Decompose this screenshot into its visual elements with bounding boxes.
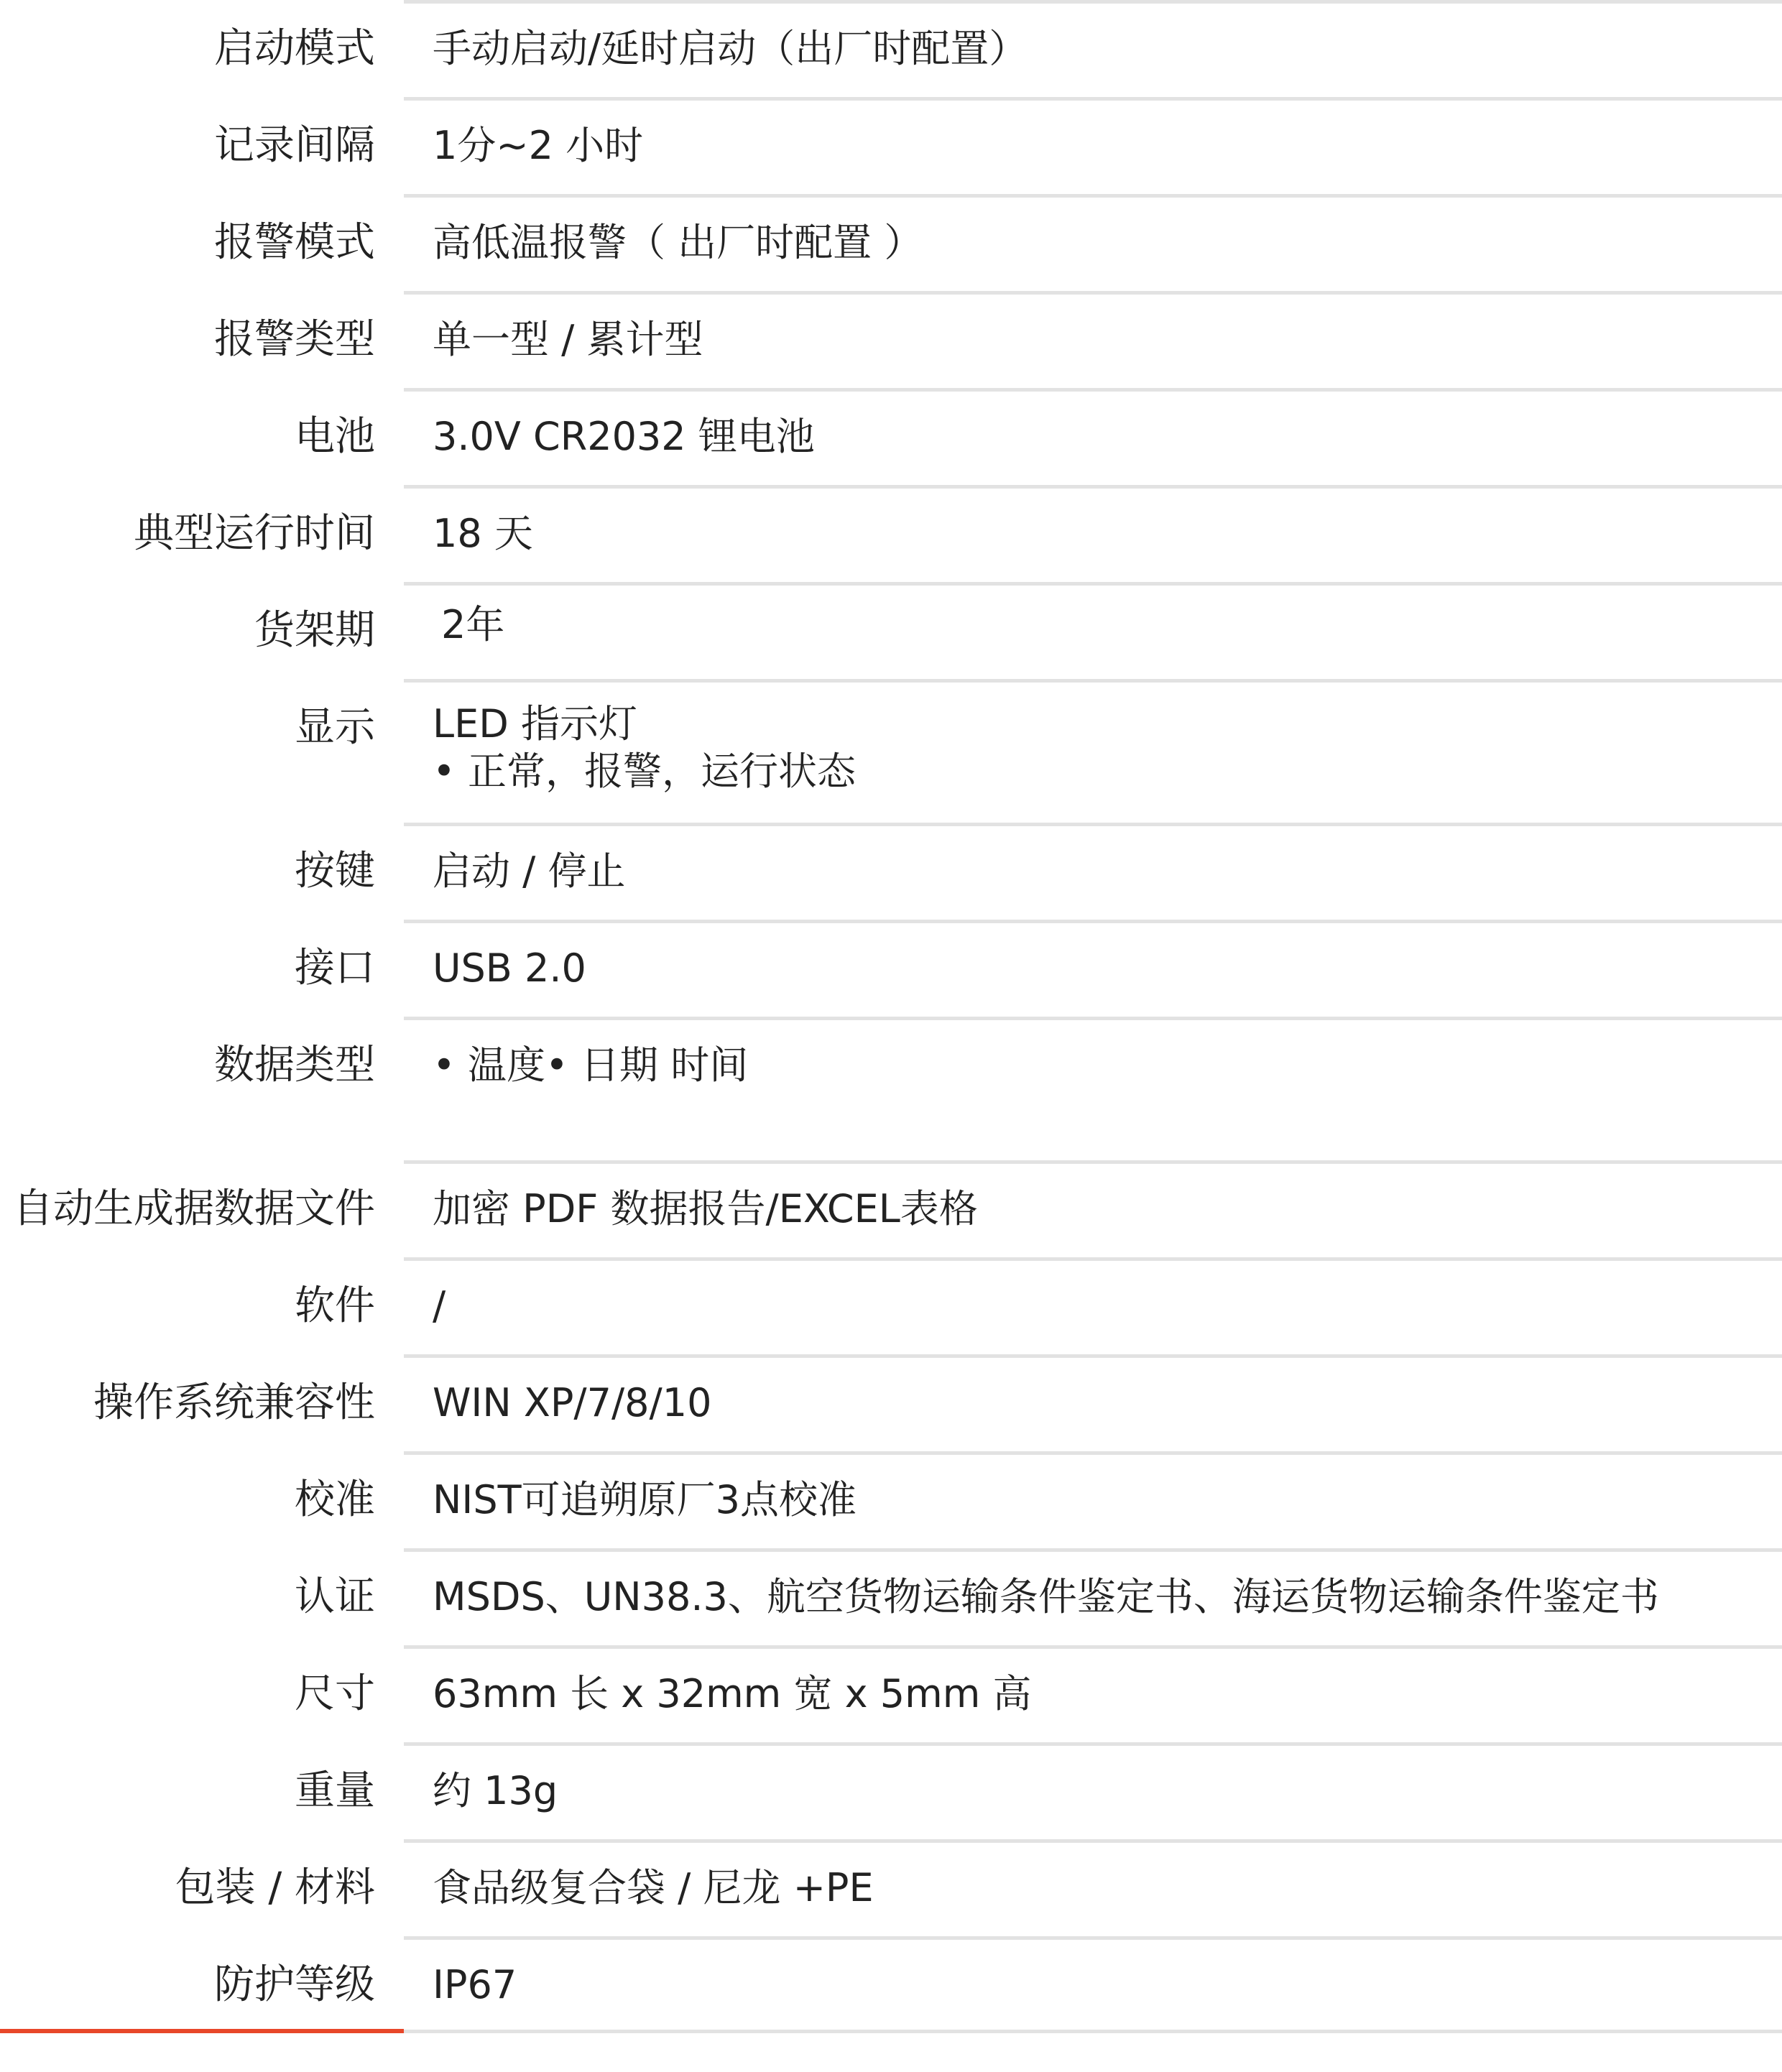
spec-label: 校准 bbox=[295, 1476, 375, 1523]
spec-row-protection-rating bbox=[0, 1936, 1782, 2033]
spec-value: USB 2.0 bbox=[433, 945, 586, 991]
spec-row-alarm-type bbox=[0, 291, 1782, 388]
spec-label: 防护等级 bbox=[214, 1961, 375, 2008]
spec-label: 显示 bbox=[295, 704, 375, 751]
spec-value: 手动启动/延时启动（出厂时配置） bbox=[433, 26, 1028, 71]
spec-value: 约 13g bbox=[433, 1768, 558, 1813]
spec-value: 单一型 / 累计型 bbox=[433, 317, 703, 362]
spec-value bbox=[433, 700, 856, 795]
spec-value: 启动 / 停止 bbox=[433, 848, 626, 894]
spec-row-interface bbox=[0, 920, 1782, 1017]
spec-value-line: LED 指示灯 bbox=[433, 701, 637, 746]
spec-value: WIN XP/7/8/10 bbox=[433, 1380, 712, 1425]
spec-value: 2年 bbox=[441, 602, 505, 647]
spec-label: 数据类型 bbox=[214, 1042, 375, 1088]
spec-row-dimensions bbox=[0, 1645, 1782, 1742]
spec-label: 启动模式 bbox=[214, 25, 375, 72]
spec-label: 软件 bbox=[295, 1282, 375, 1329]
spec-value: 1分~2 小时 bbox=[433, 123, 644, 168]
spec-row-buttons bbox=[0, 823, 1782, 920]
spec-label: 认证 bbox=[295, 1573, 375, 1620]
spec-value-line: • 正常，报警，运行状态 bbox=[433, 749, 857, 794]
spec-value: NIST可追朔原厂3点校准 bbox=[433, 1477, 857, 1522]
spec-value: • 温度• 日期 时间 bbox=[433, 1042, 749, 1088]
spec-row-record-interval bbox=[0, 97, 1782, 194]
spec-value: 3.0V CR2032 锂电池 bbox=[433, 414, 815, 459]
spec-row-battery bbox=[0, 388, 1782, 485]
spec-value: MSDS、UN38.3、航空货物运输条件鉴定书、海运货物运输条件鉴定书 bbox=[433, 1574, 1659, 1619]
spec-row-data-type bbox=[0, 1017, 1782, 1160]
spec-label: 报警模式 bbox=[214, 219, 375, 266]
spec-label: 接口 bbox=[295, 945, 375, 991]
spec-label: 报警类型 bbox=[214, 316, 375, 363]
spec-value: 18 天 bbox=[433, 511, 533, 556]
spec-label: 自动生成据数据文件 bbox=[13, 1185, 375, 1232]
spec-value: 高低温报警（ 出厂时配置 ） bbox=[433, 220, 923, 265]
spec-row-shelf-life bbox=[0, 582, 1782, 679]
spec-row-os-compatibility bbox=[0, 1354, 1782, 1451]
spec-value: 加密 PDF 数据报告/EXCEL表格 bbox=[433, 1186, 978, 1231]
spec-row-calibration bbox=[0, 1451, 1782, 1548]
spec-row-start-mode bbox=[0, 0, 1782, 97]
spec-label: 重量 bbox=[295, 1767, 375, 1814]
spec-row-display bbox=[0, 679, 1782, 823]
spec-label: 典型运行时间 bbox=[134, 510, 375, 557]
spec-value: 食品级复合袋 / 尼龙 +PE bbox=[433, 1865, 874, 1910]
spec-row-packaging bbox=[0, 1839, 1782, 1936]
spec-row-auto-data-file bbox=[0, 1160, 1782, 1257]
spec-label: 按键 bbox=[295, 848, 375, 894]
spec-row-alarm-mode bbox=[0, 194, 1782, 291]
spec-label: 电池 bbox=[295, 413, 375, 460]
spec-label: 记录间隔 bbox=[214, 122, 375, 169]
spec-label: 包装 / 材料 bbox=[175, 1864, 375, 1911]
spec-row-typical-runtime bbox=[0, 485, 1782, 582]
spec-label: 操作系统兼容性 bbox=[93, 1379, 375, 1426]
spec-row-weight bbox=[0, 1742, 1782, 1839]
spec-row-software bbox=[0, 1257, 1782, 1354]
accent-underline bbox=[0, 2029, 404, 2033]
spec-value: / bbox=[433, 1283, 446, 1328]
spec-label: 货架期 bbox=[254, 607, 375, 654]
spec-value: 63mm 长 x 32mm 宽 x 5mm 高 bbox=[433, 1671, 1032, 1716]
spec-value: IP67 bbox=[433, 1962, 517, 2007]
spec-row-certification bbox=[0, 1548, 1782, 1645]
spec-label: 尺寸 bbox=[295, 1670, 375, 1717]
